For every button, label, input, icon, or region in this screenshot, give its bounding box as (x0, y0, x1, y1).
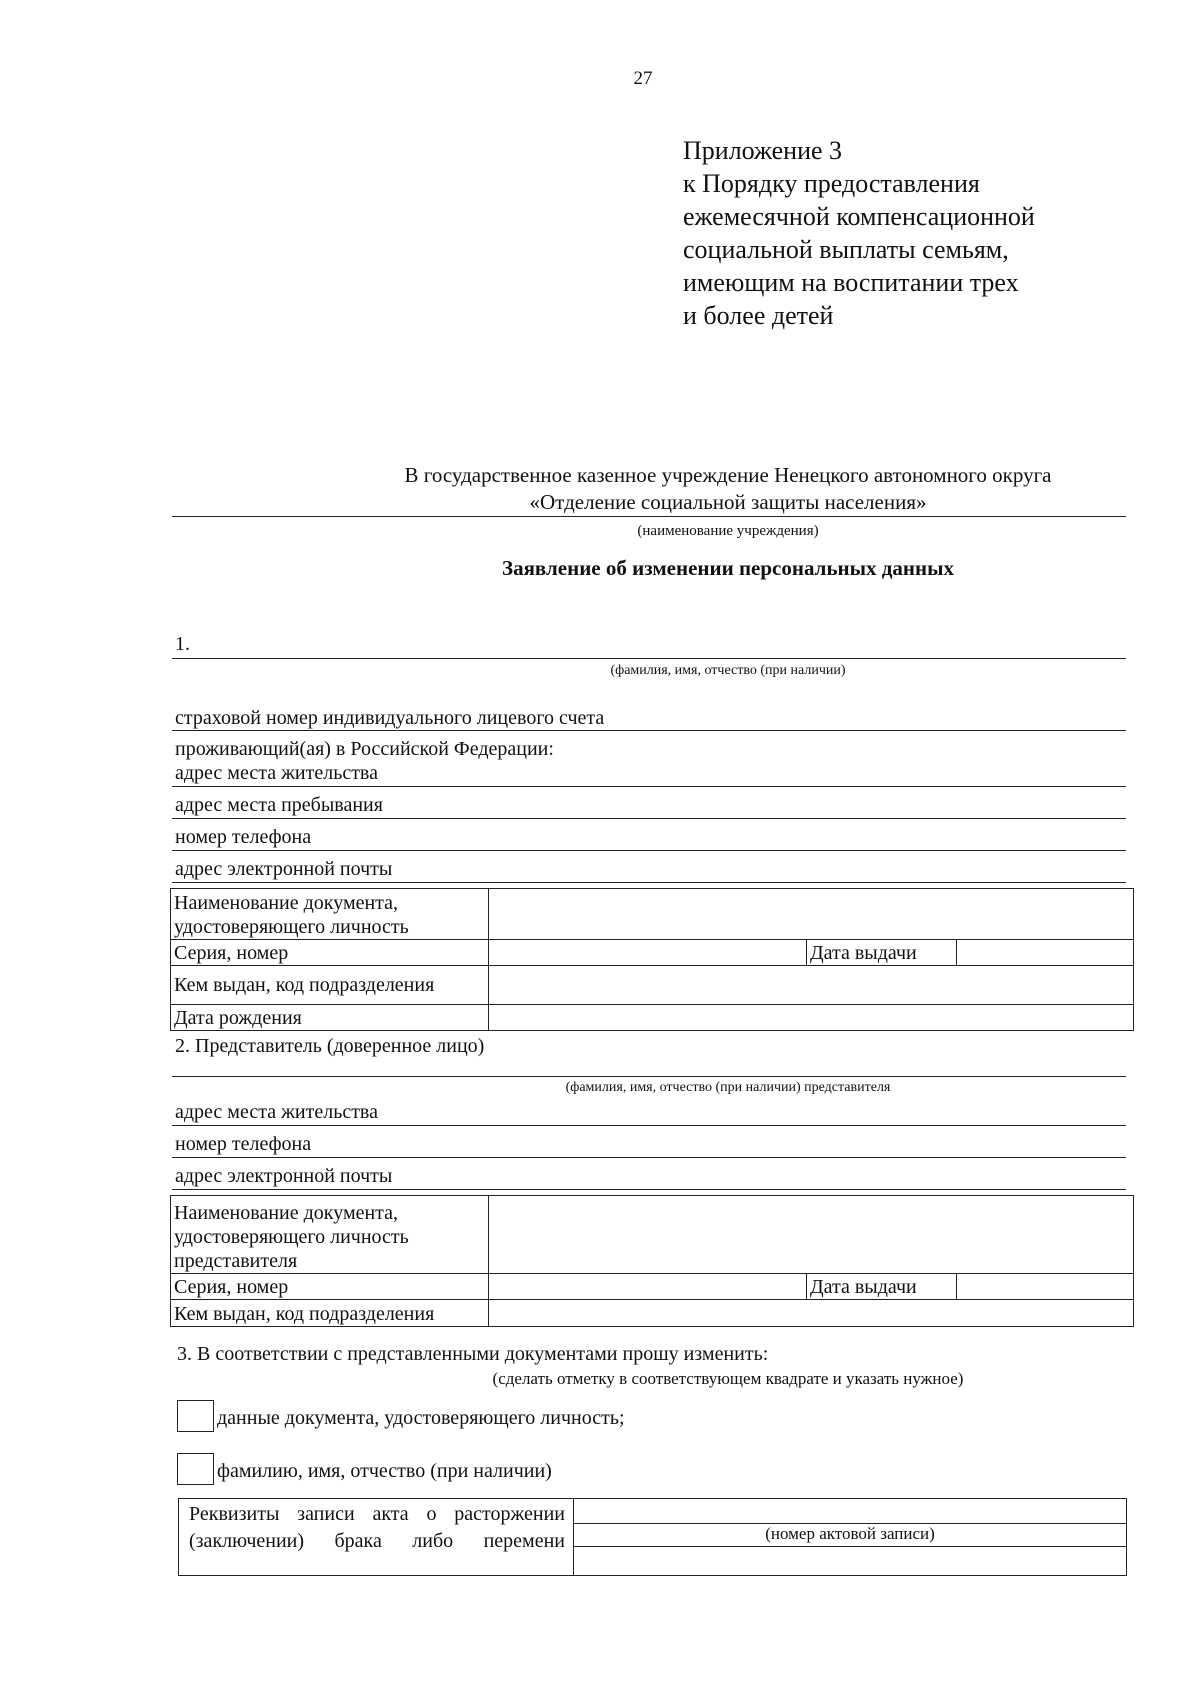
recipient-caption: (наименование учреждения) (637, 523, 819, 539)
doc-name-label: удостоверяющего личность (174, 916, 409, 938)
rep-doc-name-label: представителя (174, 1250, 298, 1272)
snils-line[interactable] (172, 730, 1126, 731)
rep-doc-name-label: Наименование документа, (174, 1202, 399, 1224)
doc-name-value-cell[interactable] (489, 889, 1134, 940)
appendix-line: социальной выплаты семьям, (683, 235, 1009, 264)
section-3-hint: (сделать отметку в соответствующем квадрате и указать нужное) (492, 1369, 964, 1388)
series-number-label: Серия, номер (171, 940, 489, 966)
rep-residence-address-label: адрес места жительства (175, 1101, 378, 1123)
table-row (171, 1005, 1134, 1031)
page-number: 27 (633, 68, 653, 89)
section-3-title: 3. В соответствии с представленными документами прошу изменить: (177, 1343, 769, 1365)
birth-date-value-cell[interactable] (489, 1005, 1134, 1031)
act-record-divider (574, 1546, 1126, 1547)
birth-date-label: Дата рождения (171, 1005, 489, 1031)
email-label: адрес электронной почты (175, 858, 393, 880)
rep-series-number-label: Серия, номер (171, 1274, 489, 1300)
stay-address-label: адрес места пребывания (175, 794, 383, 816)
doc-name-label: Наименование документа, (174, 892, 399, 914)
issue-date-value-cell[interactable] (957, 940, 1134, 966)
rep-residence-address-line[interactable] (172, 1125, 1126, 1126)
act-record-number-box[interactable] (574, 1498, 1127, 1576)
rep-phone-line[interactable] (172, 1157, 1126, 1158)
section-1-number: 1. (175, 633, 190, 655)
representative-name-caption: (фамилия, имя, отчество (при наличии) представителя (565, 1080, 891, 1095)
representative-document-table (170, 1195, 1134, 1327)
residence-address-line[interactable] (172, 786, 1126, 787)
option-2-checkbox[interactable] (177, 1453, 214, 1485)
act-record-label (189, 1501, 565, 1555)
rep-phone-label: номер телефона (175, 1133, 312, 1155)
form-title: Заявление об изменении персональных данных (501, 556, 955, 580)
act-record-label-line: Реквизиты записи акта о расторжении (189, 1503, 565, 1525)
table-row (171, 1300, 1134, 1327)
appendix-line: к Порядку предоставления (683, 169, 980, 198)
recipient-line-2: «Отделение социальной защиты населения» (529, 490, 927, 514)
table-row (171, 940, 1134, 966)
rep-doc-name-value-cell[interactable] (489, 1196, 1134, 1274)
applicant-name-line[interactable] (172, 658, 1126, 659)
rep-series-number-value-cell[interactable] (489, 1274, 807, 1300)
rep-issue-date-value-cell[interactable] (957, 1274, 1134, 1300)
appendix-line: Приложение 3 (683, 136, 843, 165)
section-2-title: 2. Представитель (доверенное лицо) (175, 1035, 485, 1057)
appendix-line: имеющим на воспитании трех (683, 268, 1019, 297)
phone-line[interactable] (172, 850, 1126, 851)
appendix-line: и более детей (683, 301, 834, 330)
appendix-line: ежемесячной компенсационной (683, 202, 1035, 231)
rep-issue-date-label: Дата выдачи (807, 1274, 957, 1300)
rep-email-line[interactable] (172, 1189, 1126, 1190)
issue-date-label: Дата выдачи (807, 940, 957, 966)
recipient-underline (172, 516, 1126, 517)
appendix-header (683, 134, 1035, 332)
snils-label: страховой номер индивидуального лицевого счета (175, 707, 605, 729)
act-record-label-box (178, 1498, 574, 1576)
phone-label: номер телефона (175, 826, 312, 848)
recipient-line-1: В государственное казенное учреждение Ненецкого автономного округа (404, 463, 1052, 487)
doc-name-label-cell (171, 889, 489, 940)
issued-by-label: Кем выдан, код подразделения (171, 966, 489, 1005)
residing-label: проживающий(ая) в Российской Федерации: (175, 738, 554, 760)
issued-by-value-cell[interactable] (489, 966, 1134, 1005)
option-1-checkbox[interactable] (177, 1400, 214, 1432)
table-row (171, 889, 1134, 940)
rep-issued-by-label: Кем выдан, код подразделения (171, 1300, 489, 1327)
rep-issued-by-value-cell[interactable] (489, 1300, 1134, 1327)
applicant-document-table (170, 888, 1134, 1031)
representative-name-line[interactable] (172, 1076, 1126, 1077)
rep-email-label: адрес электронной почты (175, 1165, 393, 1187)
applicant-name-caption: (фамилия, имя, отчество (при наличии) (610, 663, 846, 678)
option-2-label: фамилию, имя, отчество (при наличии) (217, 1460, 552, 1482)
act-record-number-caption: (номер актовой записи) (765, 1524, 935, 1543)
table-row (171, 1196, 1134, 1274)
option-1-label: данные документа, удостоверяющего личность; (217, 1407, 625, 1429)
series-number-value-cell[interactable] (489, 940, 807, 966)
table-row (171, 966, 1134, 1005)
email-line[interactable] (172, 882, 1126, 883)
table-row (171, 1274, 1134, 1300)
residence-address-label: адрес места жительства (175, 762, 378, 784)
stay-address-line[interactable] (172, 818, 1126, 819)
rep-doc-name-label-cell (171, 1196, 489, 1274)
act-record-label-line: (заключении) брака либо перемени (189, 1530, 565, 1552)
rep-doc-name-label: удостоверяющего личность (174, 1226, 409, 1248)
